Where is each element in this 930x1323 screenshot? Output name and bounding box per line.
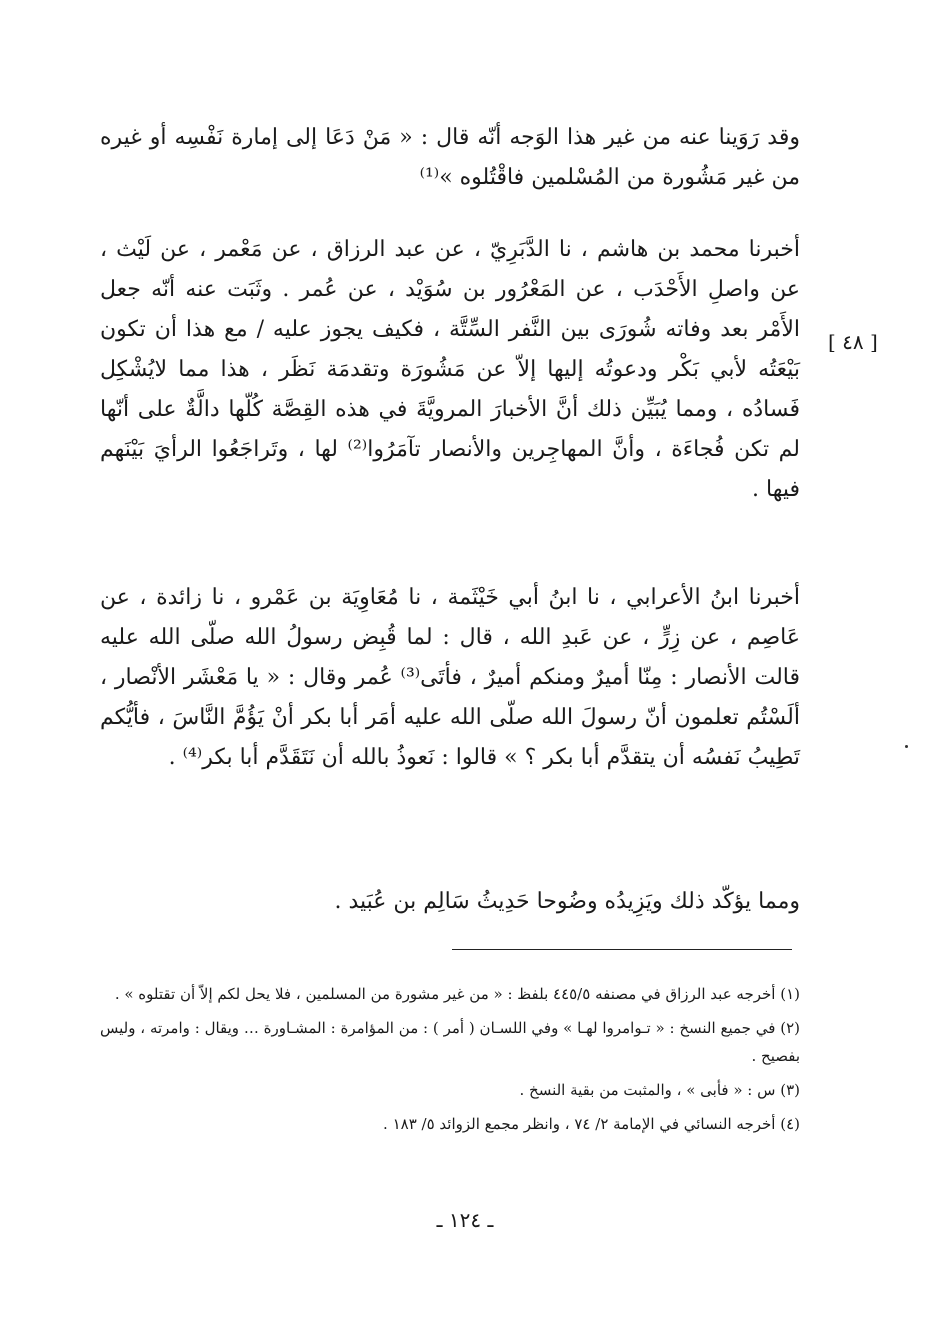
paragraph-text: ومما يؤكّد ذلك ويَزِيدُه وضُوحا حَدِيثُ سَالِم بن عُبَيد . <box>334 889 800 914</box>
paragraph-3 <box>100 578 800 778</box>
footnote-1: (١) أخرجه عبد الرزاق في مصنفه ٤٤٥/٥ بلفظ : « من غير مشورة من المسلمين ، فلا يحل لكم إلاّ أن تقتلوه » . <box>114 985 800 1003</box>
footnote-divider <box>452 949 792 950</box>
footnote-2: (٢) في جميع النسخ : « تـوامروا لهـا » وفي اللسـان ( أمر ) : من المؤامرة : المشـاورة … ويقال : وامرته ، وليس بفصيح . <box>100 1019 800 1065</box>
paragraph-text: أخبرنا ابنُ الأعرابي ، نا ابنُ أبي خَيْثَمة ، نا مُعَاوِيَة بن عَمْرو ، نا زائدة ، عن عَاصِم ، عن زِرٍّ ، عن عَبدِ الله ، قال : لما قُبِض رسولُ الله صلّى الله عليه قالت الأنصار : مِنّا أميرٌ ومنكم أميرٌ ، فأتَى⁽³⁾ عُمر وقال : « يا مَعْشَر الأنْصار ، ألَسْتُم تعلمون أنّ رسولَ الله صلّى الله عليه أمَر أبا بكر أنْ يَؤُمَّ النَّاسَ ، فأيُّكم تَطِيبُ نَفسُه أن يتقدَّم أبا بكر ؟ » قالوا : نَعوذُ بالله أن نَتَقَدَّم أبا بكر⁽⁴⁾ . <box>100 585 800 770</box>
paragraph-1 <box>100 118 800 198</box>
paragraph-text: أخبرنا محمد بن هاشم ، نا الدَّبَرِيّ ، عن عبد الرزاق ، عن مَعْمر ، عن لَيْث ، عن واصلِ الأَحْدَب ، عن المَعْرُور بن سُوَيْد ، عن عُمر . وثَبَت عنه أنّه جعل الأَمْر بعد وفاته شُورَى بين النَّفر السِّتَّة ، فكيف يجوز عليه / مع هذا أن تكون بَيْعَتُه لأبي بَكْر ودعوتُه إليها إلاّ عن مَشُورَة وتقدمَة نَظَر ، هذا مما لايُشْكِل فَسادُه ، ومما يُبَيِّن ذلك أنَّ الأخبارَ المرويَّةَ في هذه القِصَّة كُلّها دالَّةٌ على أنّها لم تكن فُجاءَة ، وأنَّ المهاجِرين والأنصار تآمَرُوا⁽²⁾ لها ، وتَراجَعُوا الرأيَ بَيْنَهم فيها . <box>100 237 800 502</box>
margin-page-reference: [ ٤٨ ] <box>828 330 878 354</box>
paragraph-4 <box>100 882 800 922</box>
footnotes <box>100 980 800 1144</box>
footnote-4: (٤) أخرجه النسائي في الإمامة ٢/ ٧٤ ، وانظر مجمع الزوائد ٥/ ١٨٣ . <box>383 1115 800 1133</box>
paragraph-text: وقد رَوَينا عنه من غير هذا الوَجه أنّه قال : « مَنْ دَعَا إلى إمارة نَفْسِه أو غيره من غير مَشُورة من المُسْلمين فاقْتُلوه »⁽¹⁾ <box>100 125 800 190</box>
footnote-3: (٣) س : « فأبى » ، والمثبت من بقية النسخ . <box>519 1081 800 1099</box>
scan-speck <box>905 745 908 748</box>
page-number: ـ ١٢٤ ـ <box>436 1208 494 1232</box>
paragraph-2 <box>100 230 800 510</box>
